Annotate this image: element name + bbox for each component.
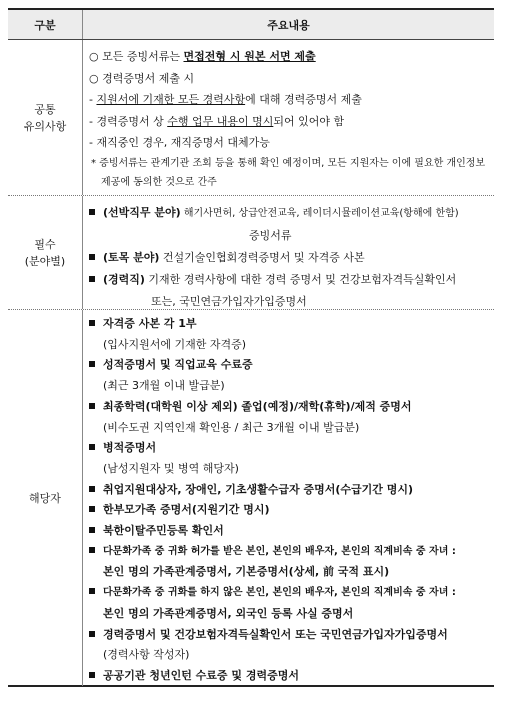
header-content: 주요내용 <box>267 18 310 32</box>
common-item-5: - 재직중인 경우, 재직증명서 대체가능 <box>89 136 270 149</box>
applicable-item-10-sub: (경력사항 작성자) <box>103 648 190 662</box>
table-header <box>8 10 494 40</box>
common-item-3: - 지원서에 기재한 모든 경력사항에 대해 경력증명서 제출 <box>89 93 362 106</box>
content-common <box>83 40 494 195</box>
category-required-line1: 필수 <box>34 237 56 251</box>
applicable-item-4: 병적증명서 <box>89 438 490 459</box>
applicable-item-2-sub: (최근 3개월 이내 발급분) <box>103 379 225 393</box>
bullet-square-icon <box>89 320 95 326</box>
category-applicable: 해당자 <box>8 310 83 686</box>
applicable-item-10: 경력증명서 및 건강보험자격득실확인서 또는 국민연금가입자가입증명서 <box>89 625 490 646</box>
row-applicable <box>8 310 494 686</box>
document-table <box>8 8 494 687</box>
applicable-item-9-cont: 본인 명의 가족관계증명서, 외국인 등록 사실 증명서 <box>103 606 354 620</box>
bullet-square-icon <box>89 276 95 282</box>
bullet-square-icon <box>89 631 95 637</box>
category-common-line2: 유의사항 <box>23 119 67 133</box>
category-required-line2: (분야별) <box>24 254 66 268</box>
applicable-item-6: 한부모가족 증명서(지원기간 명시) <box>89 500 490 521</box>
bullet-square-icon <box>89 527 95 533</box>
bullet-square-icon <box>89 672 95 678</box>
applicable-item-2: 성적증명서 및 직업교육 수료증 <box>89 355 490 376</box>
bullet-square-icon <box>89 444 95 450</box>
common-item-1: ○ 모든 증빙서류는 면접전형 시 원본 서면 제출 <box>89 50 316 63</box>
category-common <box>8 40 83 195</box>
applicable-item-7: 북한이탈주민등록 확인서 <box>89 521 490 542</box>
applicable-item-5: 취업지원대상자, 장애인, 기초생활수급자 증명서(수급기간 명시) <box>89 480 490 501</box>
applicable-item-3-sub: (비수도권 지역인재 확인용 / 최근 3개월 이내 발급분) <box>103 420 360 434</box>
bullet-square-icon <box>89 254 95 260</box>
bullet-square-icon <box>89 403 95 409</box>
common-item-2: ○ 경력증명서 제출 시 <box>89 71 195 85</box>
required-item-3: (경력직) 기재한 경력사항에 대한 경력 증명서 및 건강보험자격득실확인서 <box>89 269 490 291</box>
bullet-square-icon <box>89 506 95 512</box>
applicable-item-8: 다문화가족 중 귀화 허가를 받은 본인, 본인의 배우자, 본인의 직계비속 중 자녀 : <box>89 542 490 563</box>
bullet-square-icon <box>89 361 95 367</box>
category-common-line1: 공통 <box>34 102 56 116</box>
header-category: 구분 <box>8 10 83 39</box>
common-item-4: - 경력증명서 상 수행 업무 내용이 명시되어 있어야 함 <box>89 114 345 128</box>
applicable-item-11: 공공기관 청년인턴 수료증 및 경력증명서 <box>89 666 490 687</box>
required-item-2: (토목 분야) 건설기술인협회경력증명서 및 자격증 사본 <box>89 247 490 269</box>
applicable-item-4-sub: (남성지원자 및 병역 해당자) <box>103 461 239 475</box>
bullet-square-icon <box>89 486 95 492</box>
common-note: * 증빙서류는 관계기관 조회 등을 통해 확인 예정이며, 모든 지원자는 이에 필요한 개인정보제공에 동의한 것으로 간주 <box>91 157 486 188</box>
required-item-1-cont: 증빙서류 <box>249 229 292 242</box>
content-applicable <box>83 310 494 686</box>
applicable-item-9: 다문화가족 중 귀화를 하지 않은 본인, 본인의 배우자, 본인의 직계비속 중 자녀 : <box>89 583 490 604</box>
applicable-item-8-cont: 본인 명의 가족관계증명서, 기본증명서(상세, 前 국적 표시) <box>103 565 390 579</box>
applicable-item-3: 최종학력(대학원 이상 제외) 졸업(예정)/재학(휴학)/제적 증명서 <box>89 397 490 418</box>
applicable-item-1: 자격증 사본 각 1부 <box>89 314 490 335</box>
applicable-item-1-sub: (입사지원서에 기재한 자격증) <box>103 337 247 351</box>
bullet-square-icon <box>89 588 95 594</box>
common-item-1-emphasis: 면접전형 시 원본 서면 제출 <box>183 50 316 63</box>
required-item-3-cont: 또는, 국민연금가입자가입증명서 <box>151 295 307 308</box>
bullet-square-icon <box>89 209 95 215</box>
content-required <box>83 196 494 309</box>
bullet-square-icon <box>89 547 95 553</box>
row-required <box>8 196 494 310</box>
category-required <box>8 196 83 309</box>
required-item-1: (선박직무 분야) 해기사면허, 상급안전교육, 레이더시뮬레이션교육(항해에 한함) <box>89 202 490 225</box>
row-common <box>8 40 494 196</box>
